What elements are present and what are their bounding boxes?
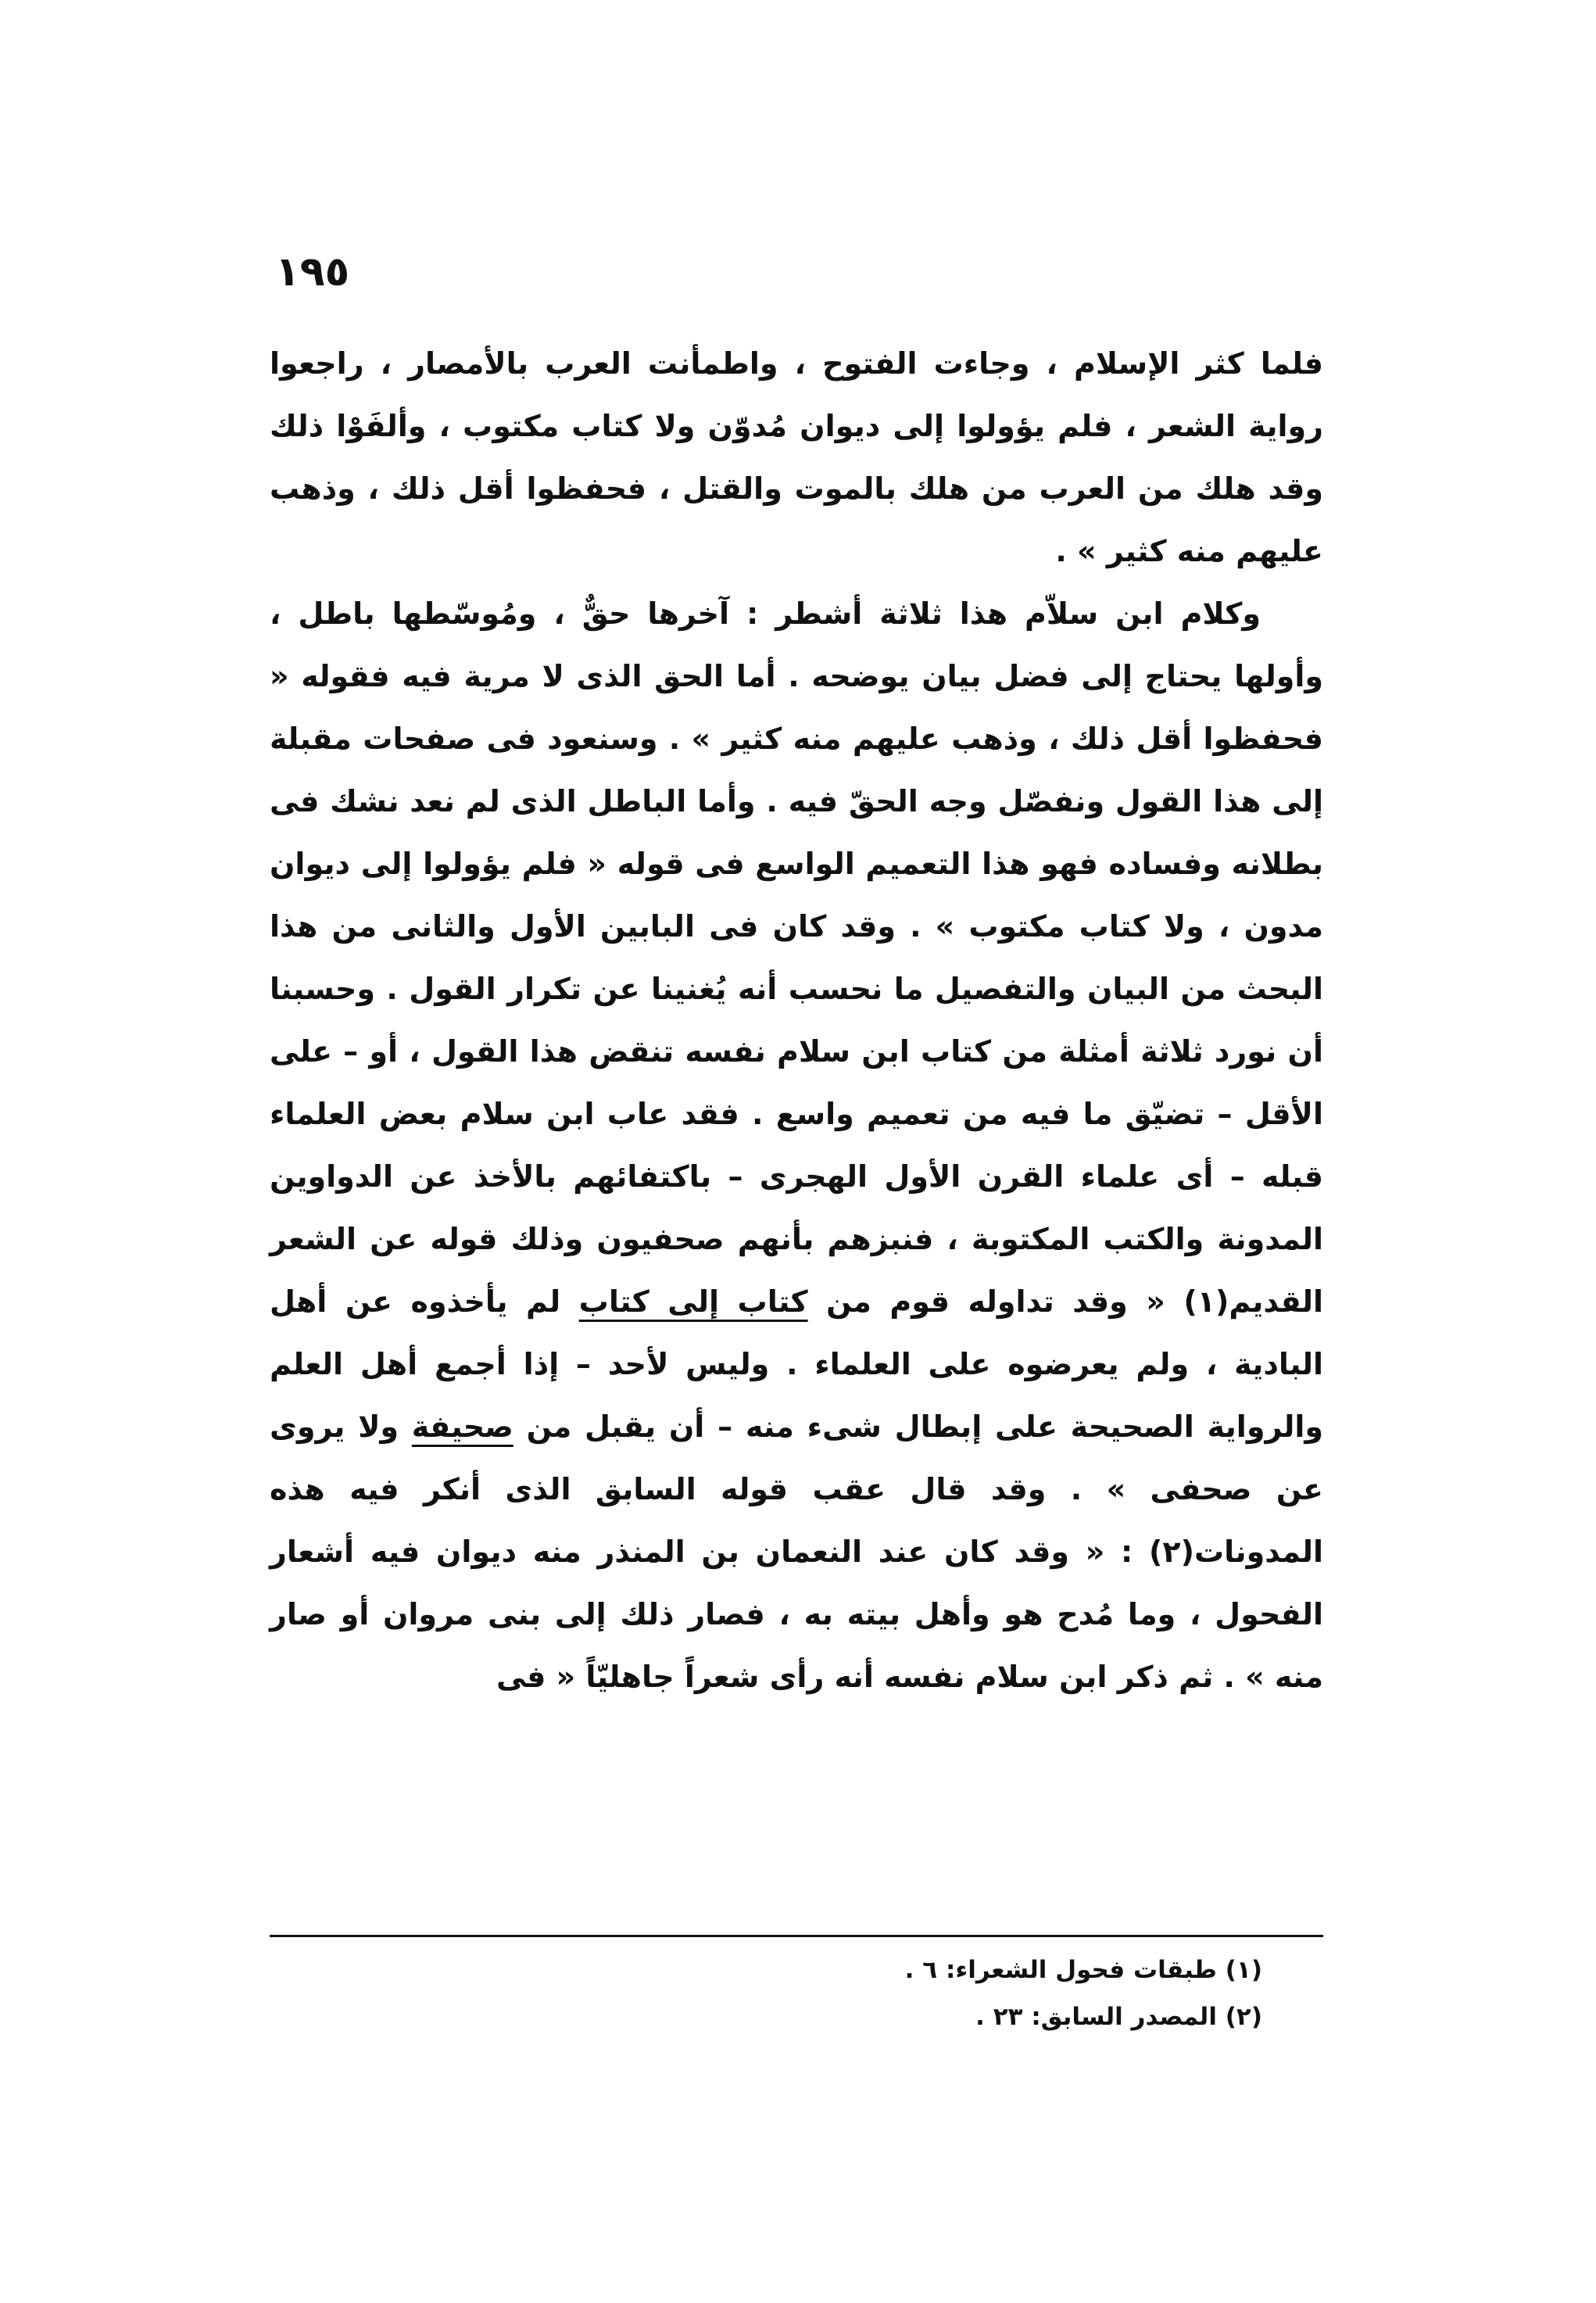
paragraph-quote-end: فلما كثر الإسلام ، وجاءت الفتوح ، واطمأنت العرب بالأمصار ، راجعوا رواية الشعر ، فلم يؤولوا إلى ديوان مُدوّن ولا كتاب مكتوب ، وألفَوْا ذلك وقد هلك من العرب من هلك بالموت والقتل ، فحفظوا أقل ذلك ، وذهب عليهم منه كثير » . [270,346,1323,568]
footnote-ref-1: (١) [1183,1284,1229,1319]
paragraph-commentary [270,582,1323,1708]
text-run: لم يأخذوه عن أهل البادية ، ولم يعرضوه على العلماء . وليس لأحد – إذا أجمع أهل العلم والرواية الصحيحة على إبطال شىء منه – أن يقبل من [270,1284,1323,1444]
underlined-phrase: كتاب إلى كتاب [578,1284,808,1319]
footnotes [270,1947,1262,2040]
underlined-word: صحيفة [411,1409,514,1444]
footnote-1: (١) طبقات فحول الشعراء: ٦ . [904,1956,1262,1984]
footnote-2: (٢) المصدر السابق: ٢٣ . [975,2003,1262,2031]
text-run: وكلام ابن سلاّم هذا ثلاثة أشطر : آخرها حقٌّ ، ومُوسّطها باطل ، وأولها يحتاج إلى فضل بيان يوضحه . أما الحق الذى لا مرية فيه فقوله « فحفظوا أقل ذلك ، وذهب عليهم منه كثير » . وسنعود فى صفحات مقبلة إلى هذا القول ونفصّل وجه الحقّ فيه . وأما الباطل الذى لم نعد نشك فى بطلانه وفساده فهو هذا التعميم الواسع فى قوله « فلم يؤولوا إلى ديوان مدون ، ولا كتاب مكتوب » . وقد كان فى البابين الأول والثانى من هذا البحث من البيان والتفصيل ما نحسب أنه يُغنينا عن تكرار القول . وحسبنا أن نورد ثلاثة أمثلة من كتاب ابن سلام نفسه تنقض هذا القول ، أو – على الأقل – تضيّق ما فيه من تعميم واسع . فقد عاب ابن سلام بعض العلماء قبله – أى علماء القرن الأول الهجرى – باكتفائهم بالأخذ عن الدواوين المدونة والكتب المكتوبة ، فنبزهم بأنهم صحفيون وذلك قوله عن الشعر القديم [270,596,1323,1319]
footnote-ref-2: (٢) [1148,1535,1194,1569]
text-run: « وقد تداوله قوم من [807,1284,1184,1319]
text-run: : « وقد كان عند النعمان بن المنذر منه ديوان فيه أشعار الفحول ، وما مُدح هو وأهل بيته به ، فصار ذلك إلى بنى مروان أو صار منه » . ثم ذكر ابن سلام نفسه أنه رأى شعراً جاهليّاً « فى [270,1535,1323,1694]
text-run: ولا يروى عن صحفى » . وقد قال عقب قوله السابق الذى أنكر فيه هذه المدونات [270,1409,1323,1569]
page-number: ١٩٥ [275,249,350,295]
footnote-divider [270,1935,1323,1937]
main-text [270,332,1323,1708]
